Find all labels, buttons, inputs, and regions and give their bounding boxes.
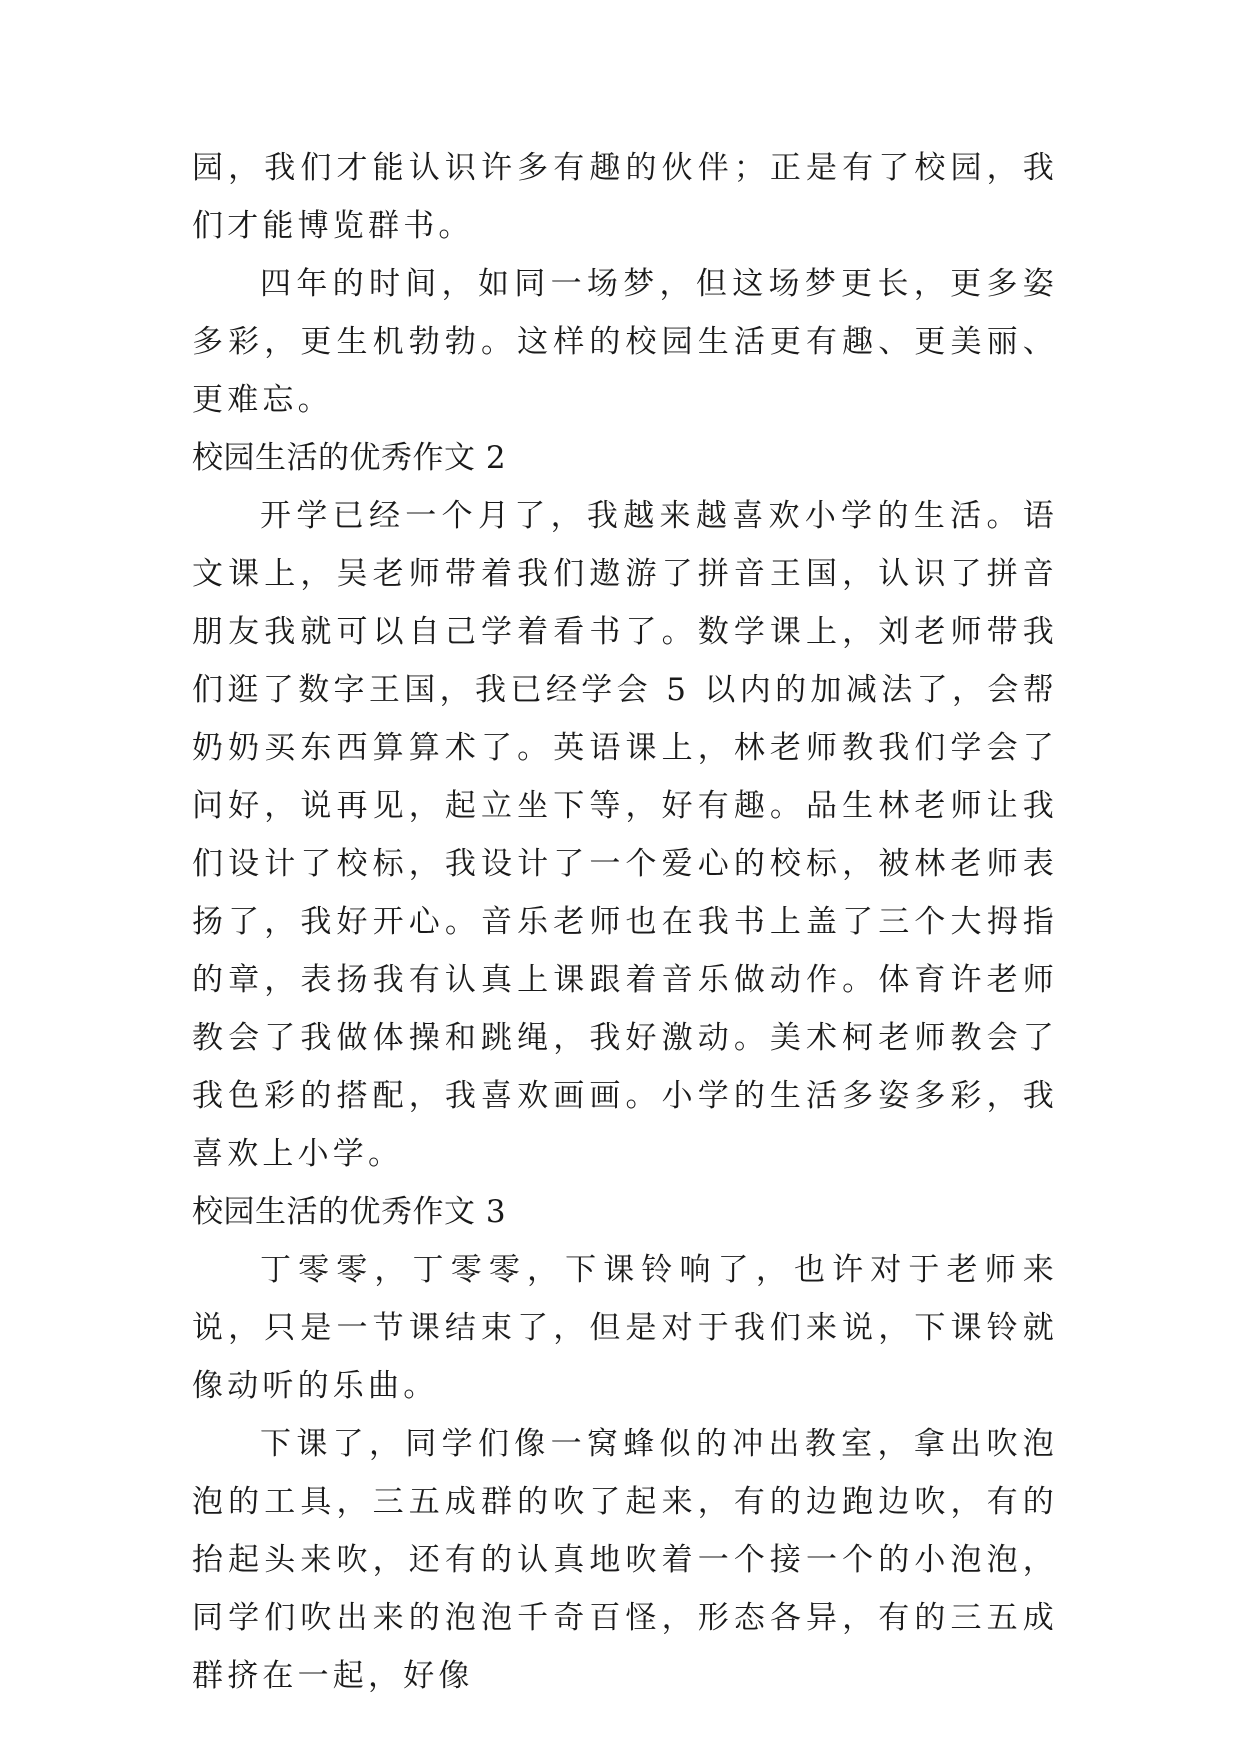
paragraph-2: 四年的时间，如同一场梦，但这场梦更长，更多姿多彩，更生机勃勃。这样的校园生活更有趣、更美丽、更难忘。 — [192, 266, 1058, 418]
paragraph-1: 园，我们才能认识许多有趣的伙伴；正是有了校园，我们才能博览群书。 — [192, 150, 1058, 244]
paragraph-4: 丁零零，丁零零，下课铃响了，也许对于老师来说，只是一节课结束了，但是对于我们来说，下课铃就像动听的乐曲。 — [192, 1252, 1058, 1404]
paragraph-5: 下课了，同学们像一窝蜂似的冲出教室，拿出吹泡泡的工具，三五成群的吹了起来，有的边跑边吹，有的抬起头来吹，还有的认真地吹着一个接一个的小泡泡，同学们吹出来的泡泡千奇百怪，形态各异，有的三五成群挤在一起，好像 — [192, 1426, 1058, 1694]
section-heading-2: 校园生活的优秀作文 2 — [192, 440, 507, 476]
section-heading-3: 校园生活的优秀作文 3 — [192, 1194, 507, 1230]
document-body — [192, 139, 1058, 1705]
paragraph-3: 开学已经一个月了，我越来越喜欢小学的生活。语文课上，吴老师带着我们遨游了拼音王国，认识了拼音朋友我就可以自己学着看书了。数学课上，刘老师带我们逛了数字王国，我已经学会 5 以内的加减法了，会帮奶奶买东西算算术了。英语课上，林老师教我们学会了问好，说再见，起立坐下等，好有趣。品生林老师让我们设计了校标，我设计了一个爱心的校标，被林老师表扬了，我好开心。音乐老师也在我书上盖了三个大拇指的章，表扬我有认真上课跟着音乐做动作。体育许老师教会了我做体操和跳绳，我好激动。美术柯老师教会了我色彩的搭配，我喜欢画画。小学的生活多姿多彩，我喜欢上小学。 — [192, 498, 1058, 1172]
